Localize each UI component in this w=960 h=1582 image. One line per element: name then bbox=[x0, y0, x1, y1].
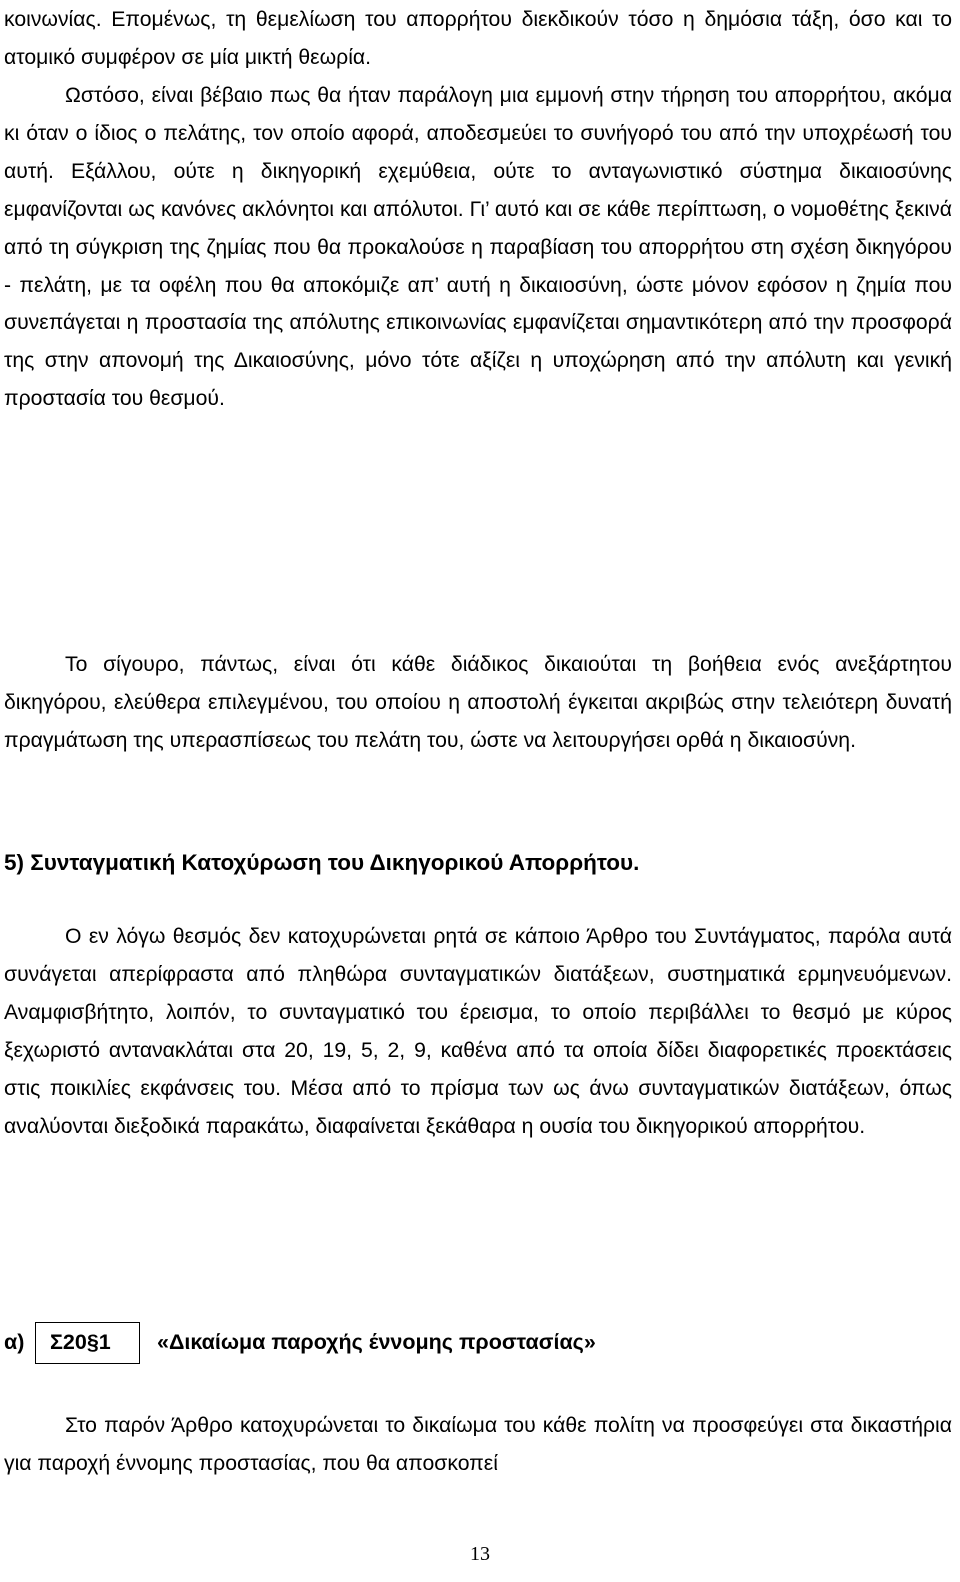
subsection-label: α) bbox=[4, 1330, 25, 1354]
paragraph-article-20: Στο παρόν Άρθρο κατοχυρώνεται το δικαίωμα του κάθε πολίτη να προσφεύγει στα δικαστήρια για παροχή έννομης προστασίας, που θα αποσκοπεί bbox=[4, 1414, 952, 1475]
page-number: 13 bbox=[470, 1543, 490, 1565]
paragraph-continuation: κοινωνίας. Επομένως, τη θεμελίωση του απορρήτου διεκδικούν τόσο η δημόσια τάξη, όσο και το ατομικό συμφέρον σε μία μικτή θεωρία. bbox=[4, 8, 952, 69]
paragraph-constitutional-basis: Ο εν λόγω θεσμός δεν κατοχυρώνεται ρητά σε κάποιο Άρθρο του Συντάγματος, παρόλα αυτά συνάγεται απερίφραστα από πληθώρα συνταγματικών διατάξεων, συστηματικά ερμηνευόμενων. Αναμφισβήτητο, λοιπόν, το συνταγματικό του έρεισμα, το οποίο περιβάλλει το θεσμό με κύρος ξεχωριστό αντανακλάται στα 20, 19, 5, 2, 9, καθένα από τα οποία δίδει διαφορετικές προεκτάσεις στις ποικιλίες εκφάνσεις του. Μέσα από το πρίσμα των ως άνω συνταγματικών διατάξεων, όπως αναλύονται διεξοδικά παρακάτω, διαφαίνεται ξεκάθαρα η ουσία του δικηγορικού απορρήτου. bbox=[4, 925, 952, 1138]
paragraph-independent-lawyer: Το σίγουρο, πάντως, είναι ότι κάθε διάδικος δικαιούται τη βοήθεια ενός ανεξάρτητου δικηγόρου, ελεύθερα επιλεγμένου, του οποίου η αποστολή έγκειται ακριβώς στην τελειότερη δυνατή πραγμάτωση της υπερασπίσεως του πελάτη του, ώστε να λειτουργήσει ορθά η δικαιοσύνη. bbox=[4, 653, 952, 752]
subsection-title: «Δικαίωμα παροχής έννομης προστασίας» bbox=[157, 1330, 596, 1354]
section-heading: 5) Συνταγματική Κατοχύρωση του Δικηγορικού Απορρήτου. bbox=[4, 850, 640, 875]
article-reference: Σ20§1 bbox=[50, 1330, 111, 1354]
article-reference-box bbox=[35, 1322, 140, 1364]
paragraph-confidentiality-limits: Ωστόσο, είναι βέβαιο πως θα ήταν παράλογη μια εμμονή στην τήρηση του απορρήτου, ακόμα κι όταν ο ίδιος ο πελάτης, τον οποίο αφορά, αποδεσμεύει το συνήγορό του από την υποχρέωσή του αυτή. Εξάλλου, ούτε η δικηγορική εχεμύθεια, ούτε το ανταγωνιστικό σύστημα δικαιοσύνης εμφανίζονται ως κανόνες ακλόνητοι και απόλυτοι. Γι’ αυτό και σε κάθε περίπτωση, ο νομοθέτης ξεκινά από τη σύγκριση της ζημίας που θα προκαλούσε η παραβίαση του απορρήτου στη σχέση δικηγόρου - πελάτη, με τα οφέλη που θα αποκόμιζε απ’ αυτή η δικαιοσύνη, ώστε μόνον εφόσον η ζημία που συνεπάγεται η προστασία της απόλυτης επικοινωνίας εμφανίζεται σημαντικότερη από την προσφορά της στην απονομή της Δικαιοσύνης, μόνο τότε αξίζει η υποχώρηση από την απόλυτη και γενική προστασία του θεσμού. bbox=[4, 84, 952, 411]
